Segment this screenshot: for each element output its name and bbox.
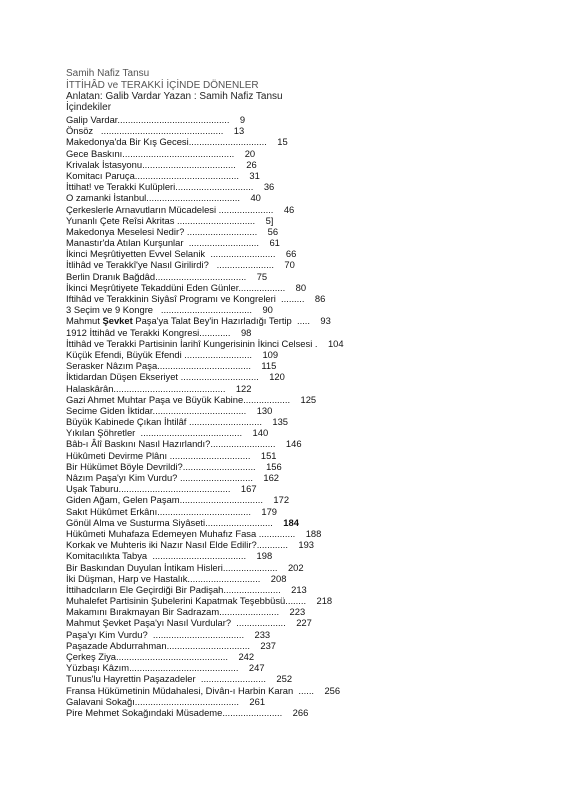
toc-entry-page: 130 [256,404,273,416]
toc-entry-title: Uşak Taburu [66,483,119,495]
toc-entry-page: 252 [276,673,293,685]
toc-entry-leader: ................................ [179,494,274,506]
toc-entry-leader: .................................... [146,192,251,204]
toc-entry [66,416,344,427]
toc-entry-leader: ............................ [177,472,264,483]
toc-entry-page: 162 [263,472,280,483]
toc-entry [66,159,344,170]
toc-entry-page: 122 [235,382,252,394]
toc-entry-leader: ............................................... [93,125,234,137]
toc-entry-title: 1912 İttihâd ve Terakki Kongresi [66,326,200,338]
toc-entry-page: 90 [262,304,273,316]
toc-entry-page: 26 [246,158,257,170]
toc-entry-leader: ........................................ [134,169,250,181]
toc-entry-page: 247 [248,662,265,674]
toc-entry-leader: ................................ [166,639,261,651]
toc-entry [66,192,344,203]
toc-entry-leader: ........................... [184,225,268,237]
toc-entry-page: 31 [249,169,260,181]
toc-entry [66,394,344,405]
toc-entry-title: Paşa'yı Kim Vurdu? [66,628,148,640]
toc-entry-page: 36 [263,181,275,193]
toc-entry-title: Gönül Alma ve Susturma Siyâseti [66,516,206,528]
author-line: Samih Nafiz Tansu [66,68,150,79]
toc-entry-title: Komitacı Paruça [66,169,135,181]
toc-entry-page: 98 [240,326,252,338]
toc-entry-title: Fransa Hükümetinin Müdahalesi, Divân-ı Harbin Karan [66,684,294,696]
toc-entry-title: Yunanlı Çete Reîsi Akritas [66,214,175,226]
toc-entry-leader: .................................... [157,360,262,372]
toc-entry-title: İki Düşman, Harp ve Hastalık [66,572,188,584]
toc-entry-leader: ......................... [195,673,277,685]
toc-entry-leader: .................................... [142,158,247,170]
toc-entry-title: Serasker Nâzım Paşa [66,360,158,372]
toc-entry-title: İttihat! ve Terakki Kulüpleri [66,181,176,193]
toc-entry [66,550,344,561]
toc-entry [66,629,344,640]
toc-entry [66,584,344,595]
toc-entry-page: 198 [256,550,273,562]
toc-entry-leader: .......................... [181,348,263,360]
toc-entry [66,181,344,192]
toc-entry-leader: .............................. [178,371,270,383]
toc-entry [66,483,344,494]
toc-entry-title: Secime Giden İktidar [66,404,153,416]
toc-entry [66,539,344,550]
toc-entry [66,461,344,472]
toc-entry-page: 233 [254,628,271,640]
narration-line: Anlatan: Galib Vardar Yazan : Samih Nafiz Tansu [66,91,283,102]
toc-entry [66,606,344,617]
toc-entry-page: 46 [283,203,295,215]
toc-entry [66,427,344,438]
toc-entry [66,259,344,270]
toc-entry-title: Çerkeslerle Arnavutların Mücadelesi [66,203,217,215]
toc-entry-leader: ...... [293,684,325,696]
toc-entry-page: 61 [269,237,280,249]
toc-entry-leader: ........................................... [113,382,236,394]
toc-entry-leader: ........................... [183,237,270,249]
toc-entry-page: 237 [260,639,277,651]
toc-entry-leader: ....................... [222,706,293,718]
toc-entry-page: 13 [233,125,245,137]
toc-entry [66,349,344,360]
toc-entry [66,450,344,461]
toc-entry-leader: ......................... [210,438,286,450]
toc-entry-leader: .................................... [147,550,257,562]
toc-entry-leader: ...................... [208,259,285,271]
toc-entry-page: 266 [292,706,309,718]
toc-entry [66,707,344,718]
toc-entry [66,304,344,315]
toc-entry-title: İttihadcıların Ele Geçirdiği Bir Padişah [66,583,224,595]
toc-entry-title: Krivalak İstasyonu [66,158,143,170]
toc-entry-title: Korkak ve Muhteris iki Nazır Nasıl Elde Edilir? [66,539,257,551]
toc-entry-leader: . [312,337,328,349]
toc-entry [66,315,344,326]
toc-entry [66,438,344,449]
toc-entry-page: 93 [320,315,331,327]
toc-entry-page: 167 [240,483,257,495]
toc-entry-leader: ..... [291,315,321,327]
toc-entry-title: Bir Hükümet Böyle Devrildi? [66,460,183,472]
toc-entry-leader: .................................... [152,404,257,416]
toc-entry [66,494,344,505]
toc-entry-page: 202 [287,561,304,573]
toc-entry-title: Yüzbaşı Kâzım [66,662,130,674]
toc-entry [66,573,344,584]
toc-entry [66,215,344,226]
toc-entry [66,293,344,304]
toc-entry-page: 227 [296,617,312,629]
toc-entry-title: Iftihâd ve Terakkinin Siyâsî Programı ve Kongreleri [66,293,276,304]
toc-entry-title: Makedonya'da Bir Kış Gecesi [66,136,189,148]
toc-entry-leader: ..................... [216,203,284,215]
toc-entry [66,338,344,349]
toc-entry-leader: .................. [243,393,301,405]
toc-entry-page: 20 [244,147,256,159]
toc-entry-title: Halaskârân [66,382,114,394]
toc-entry-title: Çerkeş Ziya [66,651,117,662]
toc-entry [66,125,344,136]
toc-entry-title: Giden Ağam, Gelen Paşam [66,494,180,506]
toc-entry-page: 109 [262,348,279,360]
toc-entry-page: 86 [314,293,326,304]
toc-entry [66,360,344,371]
toc-entry-leader: ............................ [186,416,273,428]
contents-heading: İçindekiler [66,102,112,113]
toc-entry [66,517,344,528]
toc-entry-title: Bir Baskından Duyulan İntikam Hisleri [66,561,223,573]
toc-entry-page: 172 [273,494,290,506]
toc-entry-leader: ........................................... [117,114,240,125]
toc-entry-page: 15 [277,136,288,148]
toc-entry-title: Nâzım Paşa'yı Kim Vurdu? [66,472,178,483]
toc-entry-leader: ......................... [205,248,286,260]
toc-entry [66,528,344,539]
toc-entry-title: Gece Baskını [66,147,123,159]
toc-entry [66,136,344,147]
toc-entry [66,472,344,483]
toc-entry-leader: .............................. [174,214,266,226]
toc-entry-page: 188 [305,527,322,539]
book-title: İTTİHÂD ve TERAKKİ İÇİNDE DÖNENLER [66,80,259,91]
toc-entry-title: Komitacılıkta Tabya [66,550,148,562]
toc-entry [66,640,344,651]
toc-entry-leader: .............. [256,527,306,539]
toc-entry-leader: .............................. [188,136,278,148]
toc-entry-page: 218 [316,595,333,607]
toc-entry [66,114,344,125]
toc-entry-leader: ....................................... [135,427,253,439]
toc-entry-title: Sakıt Hükûmet Erkânı [66,505,158,517]
toc-entry-title: İttihâd ve Terakki Partisinin İarihî Kungerisinin İkinci Celsesi [66,337,313,349]
toc-entry-leader: ..................... [222,561,288,573]
toc-entry-title: Galavani Sokağı [66,695,135,707]
toc-entry [66,562,344,573]
toc-entry-page: 135 [272,416,289,428]
toc-entry-leader: ........................................... [118,483,241,495]
toc-entry-page: 75 [256,270,268,282]
toc-entry-leader: ............ [256,539,299,551]
toc-entry [66,383,344,394]
toc-entry-title: Mahmut Şevket Paşa'ya Talat Bey'in Hazırladığı Tertip [66,315,292,327]
toc-entry-title: İtlihâd ve Terakkî'ye Nasıl Girilirdi? [66,259,209,271]
toc-entry [66,248,344,259]
toc-entry-title: Galip Vardar [66,114,118,125]
toc-entry [66,148,344,159]
toc-entry-leader: .......................................... [129,662,249,674]
toc-entry-title: Manastır'da Atılan Kurşunlar [66,237,184,249]
toc-entry-page: 179 [261,505,278,517]
toc-entry-page: 256 [324,684,341,696]
toc-entry-title: Muhalefet Partisinin Şubelerini Kapatmak Teşebbüsü [66,595,286,607]
toc-entry-title: Yıkılan Şöhretler [66,427,136,439]
toc-entry-page: 146 [285,438,302,450]
toc-entry [66,170,344,181]
toc-entry-leader: ........................................ [134,695,250,707]
toc-entry-title: Tunus'lu Hayrettin Paşazadeler [66,673,196,685]
toc-entry-title: Mahmut Şevket Paşa'yı Nasıl Vurdular? [66,617,232,629]
toc-entry-leader: ........................................... [122,147,245,159]
toc-entry-leader: ....................... [219,606,290,618]
toc-entry [66,595,344,606]
toc-entry-title: Hükûmeti Devirme Plânı [66,449,168,461]
toc-entry-title: Küçük Efendi, Büyük Efendi [66,348,182,360]
toc-entry-title: Önsöz [66,125,94,137]
toc-entry-leader: ................... [231,617,297,629]
toc-entry [66,237,344,248]
toc-entry-title: Makedonya Meselesi Nedir? [66,225,185,237]
toc-entry-page: 242 [238,651,255,662]
toc-entry [66,282,344,293]
toc-entry-page: 66 [285,248,297,260]
toc-entry-title: Pire Mehmet Sokağındaki Müsademe [66,706,223,718]
toc-entry-leader: .................. [238,281,296,293]
toc-entry-page: 70 [284,259,295,271]
toc-entry-leader: ................................... [147,628,255,640]
toc-entry-leader: ............................ [187,572,271,584]
toc-entry-page: 125 [300,393,317,405]
toc-entry-page: 151 [260,449,277,461]
toc-entry-title: Hükûmeti Muhafaza Edemeyen Muhafız Fasa [66,527,257,539]
toc-entry-page: 213 [291,583,307,595]
toc-entry [66,506,344,517]
toc-entry-leader: ...................... [223,583,292,595]
toc-entry [66,204,344,215]
toc-entry-page: 9 [239,114,246,125]
toc-entry-title: O zamanki İstanbul [66,192,147,204]
toc-entry-page: 115 [261,360,277,372]
toc-entry-page: 261 [249,695,266,707]
toc-entry-page: 120 [269,371,285,383]
toc-entry-page: 80 [295,281,307,293]
toc-entry-page: 40 [250,192,261,204]
toc-entry [66,371,344,382]
toc-entry-title: Berlin Dranık Bağdâd [66,270,156,282]
toc-entry-page: 156 [266,460,282,472]
toc-entry-title: 3 Seçim ve 9 Kongre [66,304,154,316]
toc-entry [66,651,344,662]
toc-entry-page: 208 [270,572,287,584]
toc-entry-page: 5] [265,214,274,226]
toc-entry-leader: .................................... [157,505,262,517]
toc-entry-leader: ........ [285,595,317,607]
toc-entry-leader: ......... [275,293,315,304]
toc-entry-title: İkinci Meşrûtiyetten Evvel Selanik [66,248,206,260]
toc-entry [66,696,344,707]
toc-entry-title: Büyük Kabinede Çıkan İhtilâf [66,416,187,428]
toc-entry-leader: ................................... [153,304,263,316]
toc-entry [66,327,344,338]
toc-entry [66,685,344,696]
toc-entry-page: 184 [283,516,299,528]
toc-entry-leader: ............................ [182,460,267,472]
toc-entry-leader: ................................... [155,270,257,282]
toc-entry-page: 223 [289,606,306,618]
toc-entry [66,673,344,684]
toc-entry-title: Bâb-ı Âlî Baskını Nasıl Hazırlandı? [66,438,211,450]
toc-entry-page: 104 [327,337,344,349]
toc-entry-title: Gazi Ahmet Muhtar Paşa ve Büyük Kabine [66,393,244,405]
table-of-contents [66,114,344,718]
toc-entry-title: İkinci Meşrûtiyete Tekaddüni Eden Günler [66,281,239,293]
toc-entry-page: 193 [298,539,315,551]
toc-entry-leader: ............................... [167,449,261,461]
toc-entry-page: 56 [267,225,279,237]
toc-entry [66,662,344,673]
toc-entry [66,617,344,628]
toc-entry-title: Paşazade Abdurrahman [66,639,167,651]
toc-entry [66,405,344,416]
toc-entry-page: 140 [252,427,269,439]
toc-entry-leader: ........................................... [116,651,239,662]
toc-entry [66,226,344,237]
toc-entry-leader: .......................... [205,516,284,528]
toc-entry-leader: .............................. [175,181,264,193]
toc-entry-title: Makamını Bırakmayan Bir Sadrazam [66,606,220,618]
toc-entry [66,271,344,282]
toc-entry-leader: ............ [199,326,241,338]
toc-entry-title: İktidardan Düşen Ekseriyet [66,371,179,383]
